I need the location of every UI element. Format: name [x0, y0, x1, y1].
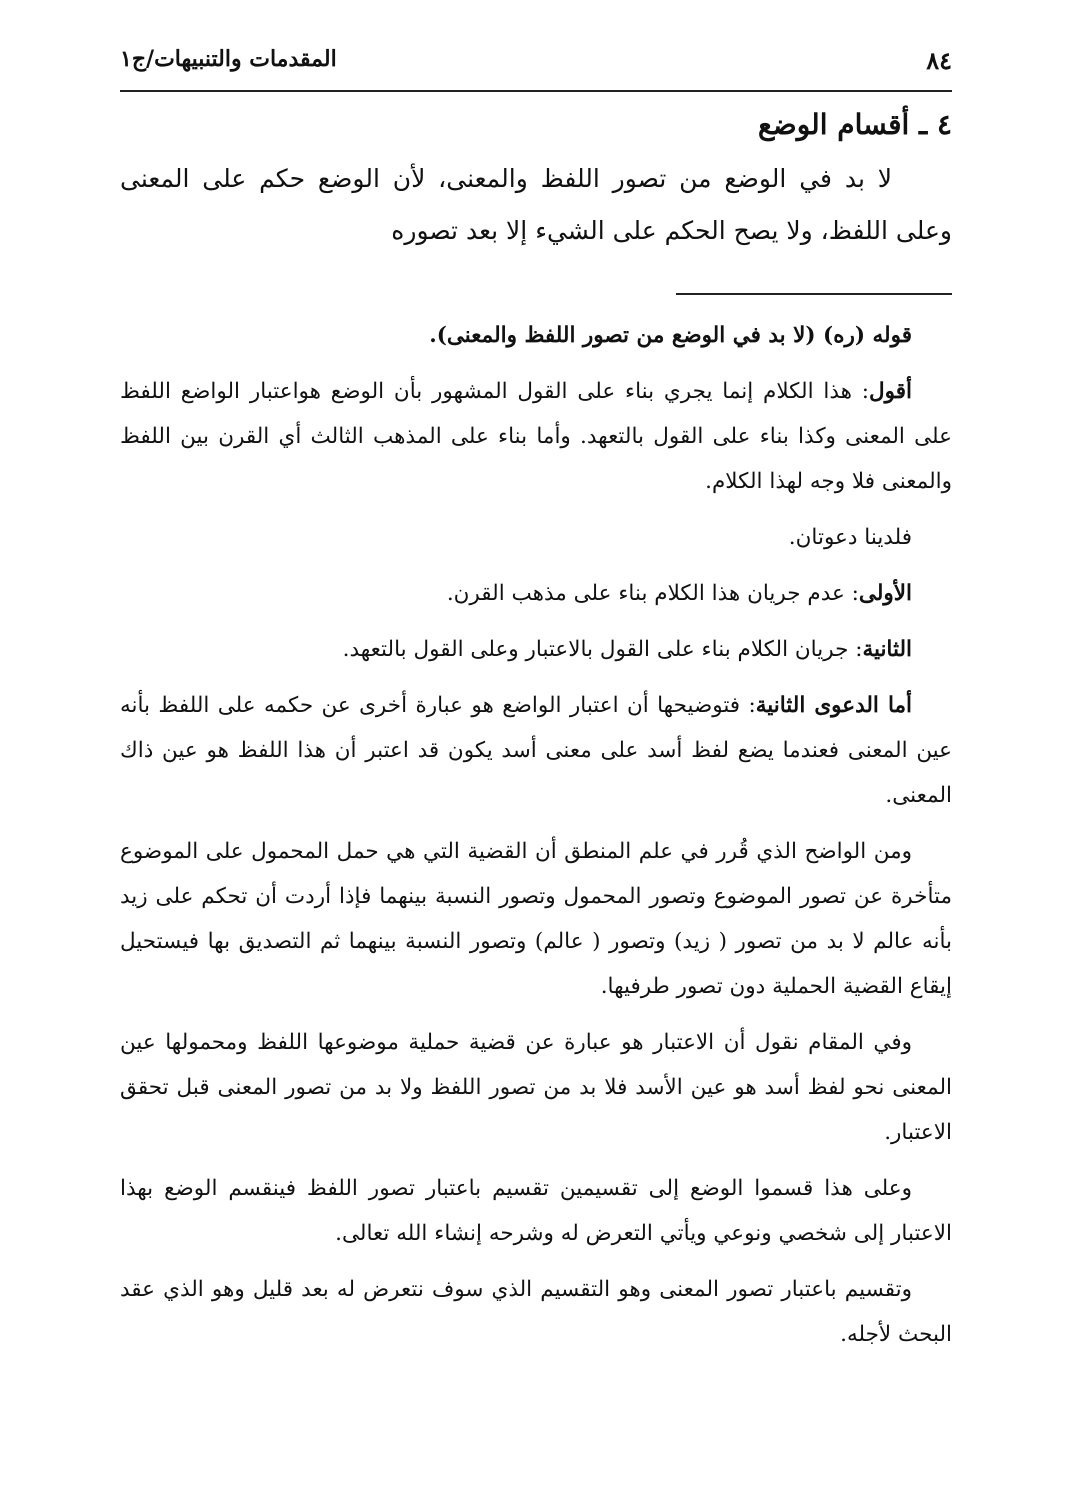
- main-text: لا بد في الوضع من تصور اللفظ والمعنى، لأن الوضع حكم على المعنى وعلى اللفظ، ولا يصح الحكم على الشيء إلا بعد تصوره: [120, 164, 952, 245]
- commentary-paragraph: [120, 683, 952, 818]
- paragraph-label: الأولى: [858, 581, 912, 606]
- page-number: ٨٤: [926, 46, 952, 75]
- paragraph-text: : جريان الكلام بناء على القول بالاعتبار وعلى القول بالتعهد.: [342, 637, 863, 662]
- paragraph-text: : فتوضيحها أن اعتبار الواضع هو عبارة أخرى عن حكمه على اللفظ بأنه عين المعنى فعندما يضع لفظ أسد على معنى أسد يكون قد اعتبر أن هذا اللفظ هو عين ذاك المعنى.: [120, 693, 952, 808]
- paragraph-text: : عدم جريان هذا الكلام بناء على مذهب القرن.: [446, 581, 859, 606]
- commentary-paragraph: [120, 571, 952, 616]
- commentary-paragraph: [120, 829, 952, 1009]
- paragraph-label: الثانية: [862, 637, 912, 662]
- commentary-paragraph: [120, 1166, 952, 1256]
- section-title: ٤ ـ أقسام الوضع: [758, 108, 952, 141]
- paragraph-text: وعلى هذا قسموا الوضع إلى تقسيمين تقسيم باعتبار تصور اللفظ فينقسم الوضع بهذا الاعتبار إلى شخصي ونوعي ويأتي التعرض له وشرحه إنشاء الله تعالى.: [120, 1176, 952, 1246]
- paragraph-label: أما الدعوى الثانية: [755, 693, 912, 718]
- paragraph-text: فلدينا دعوتان.: [788, 525, 912, 550]
- paragraph-text: ومن الواضح الذي قُرر في علم المنطق أن القضية التي هي حمل المحمول على الموضوع متأخرة عن تصور الموضوع وتصور المحمول وتصور النسبة بينهما فإذا أردت أن تحكم على زيد بأنه عالم لا بد من تصور ( زيد) وتصور ( عالم) وتصور النسبة بينهما ثم التصديق بها فيستحيل إيقاع القضية الحملية دون تصور طرفيها.: [120, 839, 952, 999]
- paragraph-text: : هذا الكلام إنما يجري بناء على القول المشهور بأن الوضع هواعتبار الواضع اللفظ على المعنى وكذا بناء على القول بالتعهد. وأما بناء على المذهب الثالث أي القرن بين اللفظ والمعنى فلا وجه لهذا الكلام.: [120, 379, 952, 494]
- commentary-quote: قوله (ره) (لا بد في الوضع من تصور اللفظ والمعنى).: [429, 323, 912, 348]
- commentary-paragraph: [120, 1020, 952, 1155]
- commentary-paragraph: [120, 515, 952, 560]
- commentary-paragraph: [120, 369, 952, 504]
- page-header: [120, 40, 952, 92]
- running-title: المقدمات والتنبيهات/ج١: [120, 46, 337, 72]
- paragraph-text: وتقسيم باعتبار تصور المعنى وهو التقسيم الذي سوف نتعرض له بعد قليل وهو الذي عقد البحث لأجله.: [120, 1277, 952, 1347]
- paragraph-text: وفي المقام نقول أن الاعتبار هو عبارة عن قضية حملية موضوعها اللفظ ومحمولها عين المعنى نحو لفظ أسد هو عين الأسد فلا بد من تصور اللفظ ولا بد من تصور المعنى قبل تحقق الاعتبار.: [120, 1030, 952, 1145]
- footnote-divider: [676, 293, 952, 295]
- commentary-paragraph: [120, 1267, 952, 1357]
- page-content: [120, 108, 952, 1368]
- commentary-paragraph: [120, 627, 952, 672]
- paragraph-label: أقول: [869, 379, 912, 404]
